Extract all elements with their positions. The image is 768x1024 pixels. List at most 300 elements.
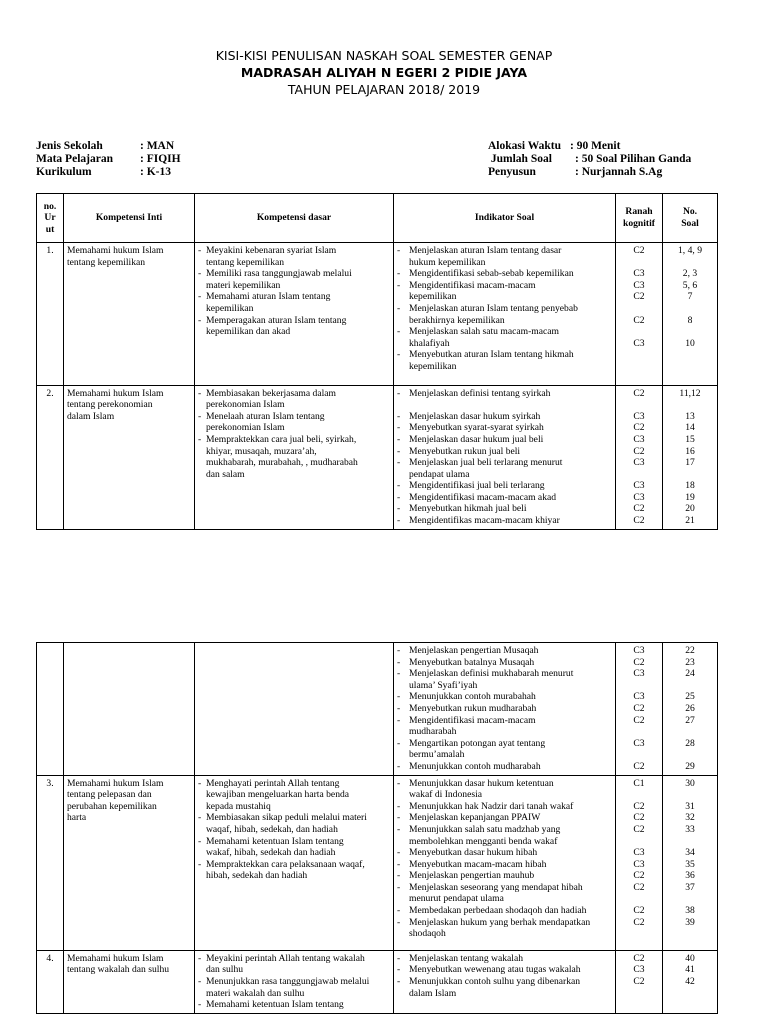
- indicator-line: shodaqoh: [409, 928, 446, 940]
- bullet-dash: -: [397, 422, 401, 434]
- table-row: [37, 775, 718, 950]
- cell-kompetensi-dasar: [195, 643, 394, 776]
- indicator-line: Menunjukkan contoh murabahah: [409, 691, 536, 703]
- indicator-line: kepemilikan: [409, 360, 457, 372]
- bullet-dash: -: [397, 503, 401, 515]
- soal-number: 11,12: [679, 387, 701, 399]
- indicator-item: [397, 303, 612, 326]
- indicator-text: [409, 953, 612, 965]
- bullet-dash: -: [397, 870, 401, 882]
- bullet-dash: -: [397, 268, 401, 280]
- indicator-text: [409, 847, 612, 859]
- indicator-text: [409, 691, 612, 703]
- indicator-text: [409, 668, 612, 691]
- bullet-dash: -: [397, 800, 401, 812]
- indicator-line: Menjelaskan pengertian mauhub: [409, 870, 535, 882]
- indicator-line: Mengidentifikasi macam-macam: [409, 279, 536, 291]
- bullet-dash: -: [397, 777, 401, 789]
- indicator-text: [409, 917, 612, 940]
- cell-kompetensi-inti: [64, 643, 195, 776]
- indicator-text: [409, 422, 612, 434]
- indicator-line: Mengidentifikasi macam-macam akad: [409, 491, 557, 503]
- ranah-value: C3: [633, 737, 645, 749]
- bullet-dash: -: [397, 515, 401, 527]
- indicator-line: Menunjukkan salah satu madzhab yang: [409, 823, 561, 835]
- kd-item: [198, 976, 390, 999]
- cell-indikator-soal: [394, 243, 616, 386]
- soal-number: 21: [685, 515, 695, 527]
- indicator-item: [397, 399, 612, 411]
- bullet-dash: -: [397, 668, 401, 680]
- soal-number: 14: [685, 422, 695, 434]
- kd-line: Memahami aturan Islam tentang: [206, 291, 331, 303]
- ranah-value: C2: [633, 976, 645, 988]
- ranah-value: [619, 303, 659, 315]
- meta-label: Jumlah Soal: [488, 153, 552, 165]
- bullet-dash: -: [198, 835, 202, 847]
- bullet-dash: -: [397, 847, 401, 859]
- indicator-item: [397, 422, 612, 434]
- soal-number: [666, 988, 714, 1000]
- indicator-text: [409, 882, 612, 905]
- indicator-item: [397, 964, 612, 976]
- kd-text: [206, 245, 390, 268]
- kd-line: kepemilikan: [206, 302, 254, 314]
- kd-text: [206, 434, 390, 480]
- indicator-text: [409, 859, 612, 871]
- ranah-value: C2: [633, 870, 645, 882]
- ki-line: Memahami hukum Islam: [67, 777, 164, 789]
- bullet-dash: -: [198, 268, 202, 280]
- bullet-dash: -: [397, 387, 401, 399]
- soal-number: 30: [685, 777, 695, 789]
- indicator-item: [397, 847, 612, 859]
- kd-text: [206, 999, 390, 1011]
- ranah-value: C2: [633, 905, 645, 917]
- col-header-ranah-kognitif: Ranah kognitif: [616, 194, 663, 243]
- indicator-line: hukum kepemilikan: [409, 256, 486, 268]
- cell-kompetensi-dasar: [195, 243, 394, 386]
- kd-line: Memahami ketentuan Islam tentang: [206, 999, 344, 1011]
- kd-line: Mempraktekkan cara jual beli, syirkah,: [206, 433, 357, 445]
- meta-value: : MAN: [140, 140, 175, 152]
- indicator-item: [397, 778, 612, 801]
- soal-number: 5, 6: [682, 279, 698, 291]
- cell-kompetensi-inti: [64, 243, 195, 386]
- bullet-dash: -: [397, 326, 401, 338]
- bullet-dash: -: [397, 905, 401, 917]
- bullet-dash: -: [397, 812, 401, 824]
- kd-item: [198, 859, 390, 882]
- cell-no-soal: [663, 643, 718, 776]
- ranah-value: C3: [633, 480, 645, 492]
- indicator-item: [397, 703, 612, 715]
- indicator-text: [409, 434, 612, 446]
- ki-line: tentang kepemilikan: [67, 256, 146, 268]
- header-school-name: MADRASAH ALIYAH N EGERI 2 PIDIE JAYA: [240, 65, 528, 80]
- indicator-text: [409, 703, 612, 715]
- bullet-dash: -: [198, 976, 202, 988]
- ranah-value: [619, 726, 659, 738]
- indicator-item: [397, 801, 612, 813]
- cell-no: [37, 950, 64, 1013]
- ranah-value: C2: [633, 800, 645, 812]
- ki-line: harta: [67, 812, 87, 824]
- indicator-line: berakhirnya kepemilikan: [409, 314, 505, 326]
- meta-label: Alokasi Waktu: [488, 140, 561, 152]
- table-header-row: [37, 194, 718, 243]
- header-line-1: KISI-KISI PENULISAN NASKAH SOAL SEMESTER GENAP: [215, 48, 553, 63]
- cell-no: [37, 643, 64, 776]
- indicator-text: [409, 778, 612, 801]
- ki-line: tentang pelepasan dan: [67, 789, 152, 801]
- indicator-text: [409, 349, 612, 372]
- indicator-item: [397, 761, 612, 773]
- indicator-line: Mengidentifikasi sebab-sebab kepemilikan: [409, 268, 574, 280]
- indicator-line: dalam Islam: [409, 987, 457, 999]
- ranah-value: [619, 326, 659, 338]
- meta-value: : Nurjannah S.Ag: [575, 166, 663, 178]
- col-header-indikator-soal: Indikator Soal: [394, 194, 616, 243]
- table-row: [37, 643, 718, 776]
- indicator-line: [409, 399, 612, 411]
- bullet-dash: -: [397, 916, 401, 928]
- indicator-item: [397, 691, 612, 703]
- ranah-value: C2: [633, 916, 645, 928]
- bullet-dash: -: [198, 314, 202, 326]
- indicator-text: [409, 268, 612, 280]
- indicator-text: [409, 388, 612, 400]
- indicator-line: Menjelaskan definisi tentang syirkah: [409, 387, 551, 399]
- soal-number: 26: [685, 702, 695, 714]
- indicator-text: [409, 326, 612, 349]
- soal-number: [666, 399, 714, 411]
- ki-line: perubahan kepemilikan: [67, 800, 157, 812]
- bullet-dash: -: [397, 964, 401, 976]
- soal-number: 33: [685, 823, 695, 835]
- bullet-dash: -: [397, 645, 401, 656]
- kd-line: Membiasakan bekerjasama dalam: [206, 387, 336, 399]
- cell-no-soal: [663, 950, 718, 1013]
- kd-item: [198, 812, 390, 835]
- bullet-dash: -: [397, 433, 401, 445]
- indicator-line: membolehkan mengganti benda wakaf: [409, 835, 558, 847]
- cell-kompetensi-inti: [64, 775, 195, 950]
- indicator-text: [409, 761, 612, 773]
- ranah-value: [619, 893, 659, 905]
- soal-number: 25: [685, 691, 695, 703]
- bullet-dash: -: [397, 714, 401, 726]
- bullet-dash: -: [397, 656, 401, 668]
- ranah-value: C2: [633, 881, 645, 893]
- soal-number: 19: [685, 491, 695, 503]
- indicator-text: [409, 515, 612, 527]
- ranah-value: C2: [633, 515, 645, 527]
- kd-item: [198, 245, 390, 268]
- indicator-item: [397, 503, 612, 515]
- ranah-value: C2: [633, 387, 645, 399]
- indicator-item: [397, 645, 612, 657]
- indicator-line: Menjelaskan dasar hukum syirkah: [409, 410, 541, 422]
- indicator-item: [397, 870, 612, 882]
- kd-line: dan salam: [206, 468, 245, 480]
- soal-number: 22: [685, 645, 695, 656]
- bullet-dash: -: [397, 279, 401, 291]
- soal-number: 1, 4, 9: [678, 245, 702, 256]
- cell-no: [37, 385, 64, 529]
- indicator-item: [397, 245, 612, 268]
- kd-item: [198, 411, 390, 434]
- indicator-text: [409, 801, 612, 813]
- meta-right-block: [488, 140, 691, 179]
- indicator-line: Menyebutkan wewenang atau tugas wakalah: [409, 964, 581, 976]
- kd-text: [206, 411, 390, 434]
- indicator-line: Mengartikan potongan ayat tentang: [409, 737, 546, 749]
- cell-kompetensi-dasar: [195, 950, 394, 1013]
- kd-text: [206, 778, 390, 813]
- indicator-line: Menunjukkan contoh mudharabah: [409, 760, 541, 772]
- soal-number: 39: [685, 916, 695, 928]
- kd-line: kepemilikan dan akad: [206, 326, 291, 338]
- indicator-line: Menyebutkan rukun jual beli: [409, 445, 521, 457]
- ranah-value: [619, 789, 659, 801]
- indicator-item: [397, 480, 612, 492]
- indicator-item: [397, 268, 612, 280]
- bullet-dash: [397, 399, 409, 411]
- row-number: 3.: [46, 777, 54, 789]
- ranah-value: C2: [633, 291, 645, 303]
- kd-item: [198, 291, 390, 314]
- indicator-line: Menjelaskan jual beli terlarang menurut: [409, 457, 563, 469]
- ranah-value: [619, 836, 659, 848]
- ranah-value: C3: [633, 410, 645, 422]
- indicator-item: [397, 446, 612, 458]
- kd-line: perekonomian Islam: [206, 399, 285, 411]
- indicator-item: [397, 515, 612, 527]
- meta-value: : FIQIH: [140, 153, 181, 165]
- ranah-value: C2: [633, 714, 645, 726]
- indicator-item: [397, 349, 612, 372]
- ranah-value: C2: [633, 503, 645, 515]
- bullet-dash: -: [397, 858, 401, 870]
- indicator-line: Menjelaskan aturan Islam tentang dasar: [409, 245, 562, 256]
- cell-no: [37, 243, 64, 386]
- indicator-line: Menjelaskan tentang wakalah: [409, 952, 524, 964]
- ki-line: Memahami hukum Islam: [67, 245, 164, 256]
- kd-text: [206, 315, 390, 338]
- indicator-item: [397, 812, 612, 824]
- kd-item: [198, 778, 390, 813]
- indicator-item: [397, 905, 612, 917]
- cell-no-soal: [663, 243, 718, 386]
- indicator-text: [409, 280, 612, 303]
- soal-number: 23: [685, 656, 695, 668]
- ranah-value: C3: [633, 279, 645, 291]
- indicator-item: [397, 953, 612, 965]
- kd-line: perekonomian Islam: [206, 422, 285, 434]
- kd-line: Mempraktekkan cara pelaksanaan waqaf,: [206, 858, 365, 870]
- indicator-text: [409, 715, 612, 738]
- soal-number: 35: [685, 858, 695, 870]
- soal-number: 10: [685, 337, 695, 349]
- soal-number: 29: [685, 760, 695, 772]
- kd-item: [198, 388, 390, 411]
- bullet-dash: -: [198, 999, 202, 1011]
- ranah-value: [619, 349, 659, 361]
- soal-number: 42: [685, 976, 695, 988]
- bullet-dash: -: [397, 457, 401, 469]
- ranah-value: C2: [633, 245, 645, 256]
- indicator-line: Menyebutkan batalnya Musaqah: [409, 656, 535, 668]
- ranah-value: C3: [633, 847, 645, 859]
- header-academic-year: TAHUN PELAJARAN 2018/ 2019: [287, 82, 481, 97]
- kd-line: Membiasakan sikap peduli melalui materi: [206, 812, 367, 824]
- bullet-dash: -: [198, 433, 202, 445]
- kd-line: kewajiban mengeluarkan harta benda: [206, 789, 350, 801]
- soal-number: 7: [687, 291, 693, 303]
- bullet-dash: -: [397, 881, 401, 893]
- kd-line: khiyar, musaqah, muzara’ah,: [206, 445, 317, 457]
- ranah-value: C3: [633, 645, 645, 656]
- meta-value: : 90 Menit: [570, 140, 621, 152]
- kisi-kisi-table-continued: [36, 642, 718, 1014]
- kd-text: [206, 291, 390, 314]
- indicator-line: mudharabah: [409, 726, 457, 738]
- kd-text: [206, 812, 390, 835]
- ranah-value: C3: [633, 268, 645, 280]
- soal-number: 36: [685, 870, 695, 882]
- ki-line: tentang perekonomian: [67, 399, 153, 411]
- ranah-value: C3: [633, 668, 645, 680]
- indicator-text: [409, 411, 612, 423]
- kd-item: [198, 434, 390, 480]
- indicator-item: [397, 668, 612, 691]
- bullet-dash: -: [397, 302, 401, 314]
- kd-line: Memahami ketentuan Islam tentang: [206, 835, 344, 847]
- bullet-dash: -: [397, 491, 401, 503]
- indicator-text: [409, 303, 612, 326]
- indicator-text: [409, 812, 612, 824]
- ki-line: Memahami hukum Islam: [67, 387, 164, 399]
- col-header-kompetensi-dasar: Kompetensi dasar: [195, 194, 394, 243]
- kd-line: waqaf, hibah, sedekah, dan hadiah: [206, 823, 338, 835]
- ki-line: tentang wakalah dan sulhu: [67, 964, 170, 976]
- indicator-text: [409, 824, 612, 847]
- bullet-dash: -: [198, 812, 202, 824]
- indicator-line: Menunjukkan dasar hukum ketentuan: [409, 777, 554, 789]
- bullet-dash: -: [198, 291, 202, 303]
- bullet-dash: -: [397, 445, 401, 457]
- indicator-line: Mengidentifikasi jual beli terlarang: [409, 480, 545, 492]
- cell-indikator-soal: [394, 385, 616, 529]
- cell-ranah-kognitif: [616, 385, 663, 529]
- ranah-value: [619, 399, 659, 411]
- ranah-value: C2: [633, 702, 645, 714]
- ranah-value: C3: [633, 457, 645, 469]
- indicator-line: Menjelaskan aturan Islam tentang penyebab: [409, 302, 578, 314]
- indicator-line: menurut pendapat ulama: [409, 893, 504, 905]
- indicator-text: [409, 480, 612, 492]
- soal-number: 16: [685, 445, 695, 457]
- cell-kompetensi-inti: [64, 385, 195, 529]
- cell-ranah-kognitif: [616, 775, 663, 950]
- indicator-text: [409, 645, 612, 657]
- cell-indikator-soal: [394, 950, 616, 1013]
- soal-number: 40: [685, 952, 695, 964]
- kisi-kisi-table: [36, 193, 718, 530]
- col-header-kompetensi-inti: Kompetensi Inti: [64, 194, 195, 243]
- kd-line: materi wakalah dan sulhu: [206, 987, 305, 999]
- kd-line: mukhabarah, murabahah, , mudharabah: [206, 457, 358, 469]
- soal-number: [666, 326, 714, 338]
- ranah-value: C3: [633, 433, 645, 445]
- cell-indikator-soal: [394, 775, 616, 950]
- indicator-line: Menyebutkan hikmah jual beli: [409, 503, 527, 515]
- cell-ranah-kognitif: [616, 950, 663, 1013]
- ranah-value: C3: [633, 491, 645, 503]
- soal-number: [666, 257, 714, 269]
- bullet-dash: -: [198, 777, 202, 789]
- indicator-line: Menjelaskan salah satu macam-macam: [409, 326, 559, 338]
- ranah-value: C3: [633, 858, 645, 870]
- indicator-text: [409, 738, 612, 761]
- ranah-value: C2: [633, 656, 645, 668]
- kd-item: [198, 315, 390, 338]
- bullet-dash: -: [397, 976, 401, 988]
- soal-number: 24: [685, 668, 695, 680]
- bullet-dash: -: [198, 245, 202, 256]
- soal-number: 32: [685, 812, 695, 824]
- kd-line: Memperagakan aturan Islam tentang: [206, 314, 347, 326]
- kd-line: kepada mustahiq: [206, 800, 271, 812]
- indicator-item: [397, 738, 612, 761]
- soal-number: [666, 836, 714, 848]
- soal-number: 34: [685, 847, 695, 859]
- kd-line: dan sulhu: [206, 964, 244, 976]
- indicator-item: [397, 917, 612, 940]
- ranah-value: C2: [633, 952, 645, 964]
- ranah-value: C3: [633, 964, 645, 976]
- bullet-dash: -: [397, 760, 401, 772]
- bullet-dash: -: [397, 245, 401, 256]
- kd-item: [198, 268, 390, 291]
- indicator-text: [409, 964, 612, 976]
- indicator-line: khalafiyah: [409, 337, 450, 349]
- meta-label: Penyusun: [488, 166, 536, 178]
- indicator-item: [397, 859, 612, 871]
- bullet-dash: -: [397, 702, 401, 714]
- soal-number: [666, 303, 714, 315]
- kd-line: hibah, sedekah dan hadiah: [206, 870, 308, 882]
- ranah-value: C2: [633, 422, 645, 434]
- indicator-item: [397, 657, 612, 669]
- indicator-text: [409, 870, 612, 882]
- indicator-text: [409, 399, 612, 411]
- soal-number: [666, 469, 714, 481]
- cell-no: [37, 775, 64, 950]
- indicator-line: Membedakan perbedaan shodaqoh dan hadiah: [409, 905, 587, 917]
- indicator-line: Menunjukkan contoh sulhu yang dibenarkan: [409, 976, 581, 988]
- meta-left-block: [36, 140, 181, 179]
- indicator-text: [409, 905, 612, 917]
- ranah-value: C3: [633, 337, 645, 349]
- soal-number: 8: [687, 314, 693, 326]
- indicator-line: Menjelaskan kepanjangan PPAIW: [409, 812, 541, 824]
- ranah-value: [619, 749, 659, 761]
- kd-line: Menelaah aturan Islam tentang: [206, 410, 325, 422]
- meta-label: Kurikulum: [36, 166, 92, 178]
- col-header-no: no. Ur ut: [37, 194, 64, 243]
